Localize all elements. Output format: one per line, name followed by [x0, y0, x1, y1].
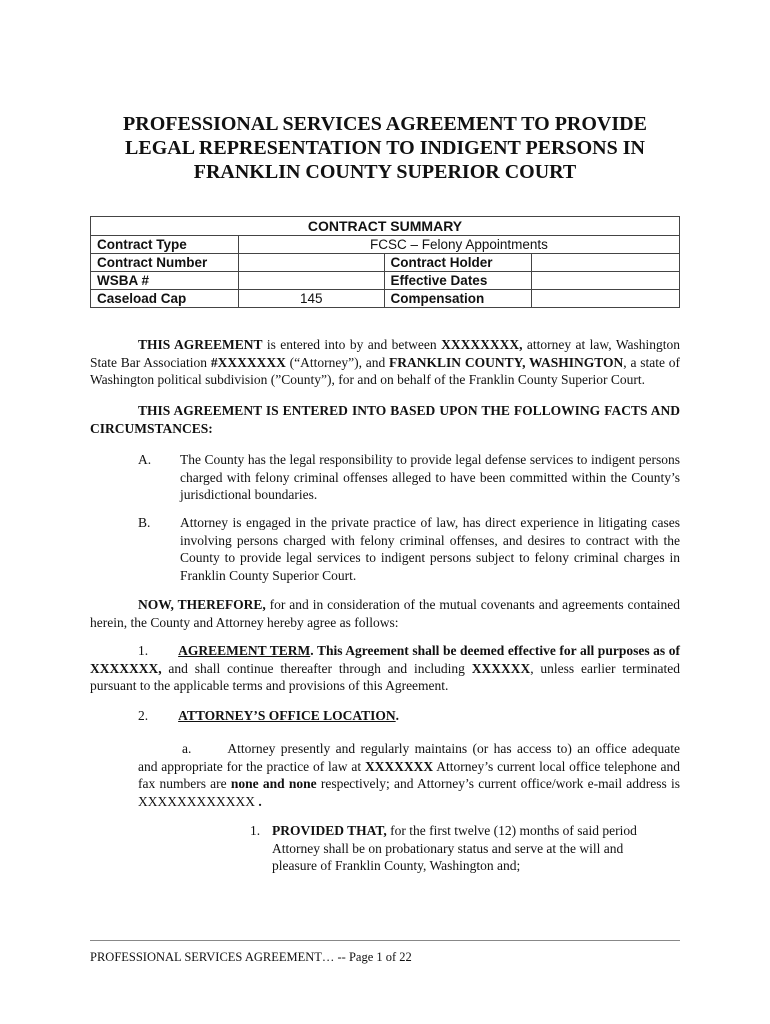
section-1-text-2: and shall continue thereafter through and including — [161, 660, 472, 676]
page-footer: PROFESSIONAL SERVICES AGREEMENT… -- Page 1 of 22 — [90, 950, 412, 964]
contract-summary-table — [90, 216, 680, 308]
section-2-number: 2. — [138, 708, 149, 723]
section-1-start-date: XXXXXXX, — [90, 660, 162, 676]
section-2 — [138, 707, 680, 725]
footer-divider — [90, 940, 680, 941]
compensation-label: Compensation — [384, 290, 532, 308]
item-1-body: for the first twelve (12) months of said period Attorney shall be on probationary status and serve at the will and pleasure of Franklin County, Washington and; — [272, 823, 637, 873]
section-1-text-3: , unless earlier terminated pursuant to the applicable terms and provisions of this Agreement. — [90, 660, 680, 693]
fact-b — [138, 514, 680, 584]
subsection-a-text-2: Attorney’s current local office telephone and fax numbers are — [138, 758, 680, 791]
title-line-3: FRANKLIN COUNTY SUPERIOR COURT — [193, 161, 577, 183]
now-therefore-lead: NOW, THEREFORE, — [138, 597, 266, 612]
bar-number: #XXXXXXX — [210, 354, 286, 370]
fact-a-mark: A. — [138, 452, 152, 467]
wsba-value — [238, 272, 384, 290]
contract-type-value: FCSC – Felony Appointments — [238, 236, 679, 254]
subsection-a-text-1: Attorney presently and regularly maintains (or has access to) an office adequate and appropriate for the practice of law at — [138, 741, 680, 774]
contract-number-label: Contract Number — [91, 254, 239, 272]
office-address: XXXXXXX — [364, 758, 434, 774]
intro-text-1: is entered into by and between — [262, 337, 442, 352]
item-1-number: 1. — [250, 823, 261, 838]
county-name: FRANKLIN COUNTY, WASHINGTON — [389, 354, 624, 370]
item-1-text — [272, 822, 660, 875]
section-2-heading: ATTORNEY’S OFFICE LOCATION — [178, 708, 396, 723]
section-1-number: 1. — [138, 643, 149, 658]
facts-heading: THIS AGREEMENT IS ENTERED INTO BASED UPON THE FOLLOWING FACTS AND CIRCUMSTANCES: — [90, 403, 680, 436]
subsection-a — [138, 740, 680, 810]
now-therefore-text: for and in consideration of the mutual covenants and agreements contained herein, the County and Attorney hereby agree as follows: — [90, 597, 680, 630]
phone-value: none — [230, 776, 259, 791]
section-1-end-date: XXXXXX — [471, 660, 531, 676]
section-1-text-1: . This Agreement shall be deemed effective for all purposes as of — [310, 643, 680, 658]
subsection-a-text-3: respectively; and Attorney’s current office/work e-mail address is XXXXXXXXXXXX — [138, 776, 680, 809]
intro-text-3: (“Attorney”), and — [285, 354, 390, 370]
summary-header: CONTRACT SUMMARY — [91, 217, 680, 236]
fact-a-text: The County has the legal responsibility to provide legal defense services to indigent persons charged with felony criminal offenses alleged to have been committed within the County’s jurisdictional boundaries. — [180, 452, 680, 502]
effective-dates-value — [532, 272, 680, 290]
caseload-cap-value: 145 — [238, 290, 384, 308]
effective-dates-label: Effective Dates — [384, 272, 532, 290]
wsba-label: WSBA # — [91, 272, 239, 290]
caseload-cap-label: Caseload Cap — [91, 290, 239, 308]
provided-that-lead: PROVIDED THAT, — [272, 823, 387, 838]
attorney-name: XXXXXXXX, — [441, 337, 523, 352]
fax-value: and none — [262, 776, 317, 791]
fact-b-mark: B. — [138, 515, 151, 530]
subsection-a-period: . — [258, 793, 262, 809]
intro-paragraph — [90, 336, 680, 389]
fact-a — [138, 451, 680, 503]
subsection-a-mark: a. — [182, 741, 192, 756]
compensation-value — [532, 290, 680, 308]
fact-b-text: Attorney is engaged in the private practice of law, has direct experience in litigating cases involving persons charged with felony criminal offenses, and desires to contract with the County to provide legal services to indigent persons subject to felony criminal charges in Franklin County Superior Court. — [180, 515, 680, 583]
contract-number-value — [238, 254, 384, 272]
this-agreement-lead: THIS AGREEMENT — [138, 337, 263, 352]
contract-holder-value — [532, 254, 680, 272]
title-line-1: PROFESSIONAL SERVICES AGREEMENT TO PROVIDE — [123, 113, 647, 135]
section-1-heading: AGREEMENT TERM — [178, 643, 311, 658]
intro-text-4: , a state of Washington political subdivision (”County”), for and on behalf of the Franklin County Superior Court. — [90, 354, 680, 387]
section-1 — [90, 642, 680, 695]
now-therefore-paragraph — [90, 596, 680, 631]
contract-holder-label: Contract Holder — [384, 254, 532, 272]
contract-type-label: Contract Type — [91, 236, 239, 254]
item-1 — [250, 822, 660, 882]
title-line-2: LEGAL REPRESENTATION TO INDIGENT PERSONS IN — [125, 137, 645, 159]
section-2-period: . — [395, 708, 400, 723]
document-title — [90, 112, 680, 184]
intro-text-2: attorney at law, Washington State Bar Association — [90, 337, 680, 370]
